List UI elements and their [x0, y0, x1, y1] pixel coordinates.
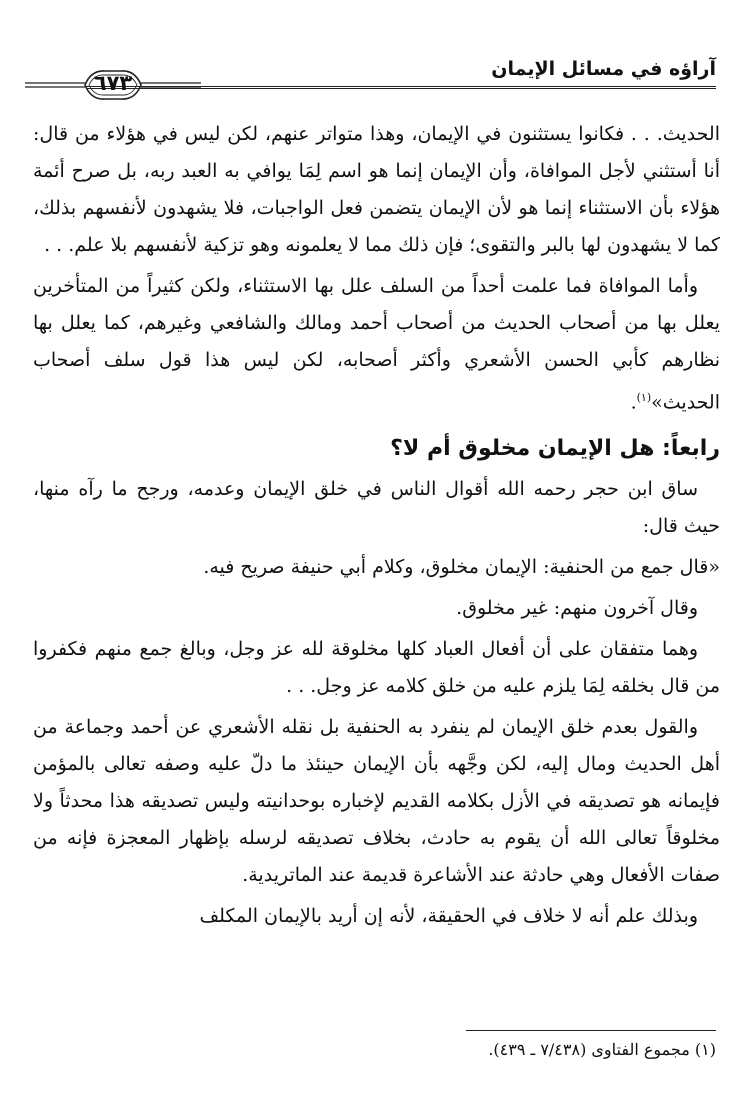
paragraph: «قال جمع من الحنفية: الإيمان مخلوق، وكلام أبي حنيفة صريح فيه.: [203, 556, 720, 579]
footnote-marker[interactable]: (١): [636, 391, 652, 404]
page-number-ornament: [25, 66, 201, 104]
paragraph: والقول بعدم خلق الإيمان لم ينفرد به الحنفية بل نقله الأشعري عن أحمد وجماعة من أهل الحديث ومال إليه، لكن وجَّهه بأن الإيمان حينئذ ما دلّ عليه وصفه تعالى بالمؤمن فإيمانه هو تصديقه في الأزل بكلامه القديم لإخباره بوحدانيته وليس تصديقه هذا محدثاً ولا مخلوقاً تعالى الله أن يقوم به حادث، بخلاف تصديقه لرسله بإظهار المعجزة فإنه من صفات الأفعال وهي حادثة عند الأشاعرة قديمة عند الماتريدية.: [33, 716, 720, 887]
paragraph: ساق ابن حجر رحمه الله أقوال الناس في خلق الإيمان وعدمه، ورجح ما رآه منها، حيث قال:: [33, 478, 720, 538]
paragraph: وبذلك علم أنه لا خلاف في الحقيقة، لأنه إن أريد بالإيمان المكلف: [199, 905, 698, 928]
paragraph: [33, 268, 720, 421]
paragraph-end: .: [630, 391, 637, 414]
paragraph: وهما متفقان على أن أفعال العباد كلها مخلوقة لله عز وجل، وبالغ جمع منهم فكفروا من قال بخلقه لِمَا يلزم عليه من خلق كلامه عز وجل. . .: [33, 638, 720, 698]
body-text: [33, 116, 720, 939]
footnote: (١) مجموع الفتاوى (٧/٤٣٨ ـ ٤٣٩).: [488, 1040, 716, 1059]
section-heading: رابعاً: هل الإيمان مخلوق أم لا؟: [390, 436, 720, 462]
footnote-separator: [466, 1030, 716, 1031]
paragraph-text: وأما الموافاة فما علمت أحداً من السلف علل بها الاستثناء، ولكن كثيراً من المتأخرين يعلل بها من أصحاب الحديث من أصحاب أحمد ومالك والشافعي وغيرهم، كما يعلل بها نظارهم كأبي الحسن الأشعري وأكثر أصحابه، لكن ليس هذا قول سلف أصحاب الحديث»: [33, 275, 720, 414]
running-header-title: آراؤه في مسائل الإيمان: [491, 58, 716, 80]
paragraph: الحديث. . . فكانوا يستثنون في الإيمان، وهذا متواتر عنهم، لكن ليس في هؤلاء من قال: أنا أستثني لأجل الموافاة، وأن الإيمان إنما هو اسم لِمَا يوافي به العبد ربه، بل صرح أئمة هؤلاء بأن الاستثناء إنما هو لأن الإيمان يتضمن فعل الواجبات، فلا يشهدون لأنفسهم بذلك، كما لا يشهدون لها بالبر والتقوى؛ فإن ذلك مما لا يعلمونه وهو تزكية لأنفسهم بلا علم. . .: [33, 123, 720, 256]
page-number: ٦٧٣: [93, 71, 133, 95]
paragraph: وقال آخرون منهم: غير مخلوق.: [456, 597, 698, 620]
